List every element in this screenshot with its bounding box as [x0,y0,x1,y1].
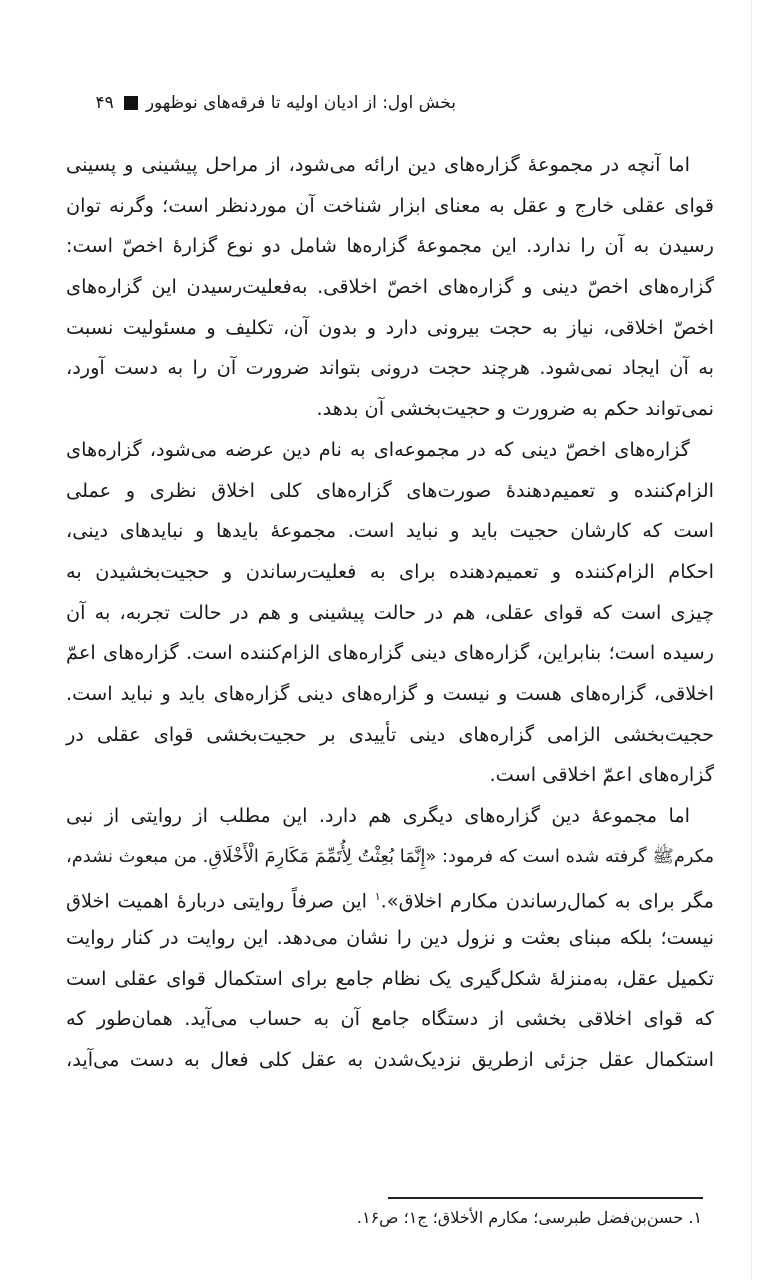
text-line: الزام‌کننده و تعمیم‌دهندۀ صورت‌های گزاره‌های کلی اخلاق نظری و عملی [66,478,714,502]
footnote [330,1208,702,1227]
text-line: گزاره‌های اعمّ اخلاقی است. [489,763,714,787]
text-line: گزاره‌های اخصّ دینی و گزاره‌های اخصّ اخلاقی. به‌فعلیت‌رسیدن این گزاره‌های [66,275,714,299]
text-segment: مگر برای به کمال‌رساندن مکارم اخلاق». [380,889,714,913]
footnote-text: حسن‌بن‌فضل طبرسی؛ مکارم الأخلاق؛ ج۱؛ ص۱۶. [356,1208,684,1227]
text-line: استکمال عقل جزئی ازطریق نزدیک‌شدن به عقل کلی فعال به دست می‌آید، [66,1048,714,1072]
text-line: گزاره‌های اخصّ دینی که در مجموعه‌ای به نام دین عرضه می‌شود، گزاره‌های [66,437,690,461]
text-segment: این صرفاً روایتی دربارۀ اهمیت اخلاق [66,889,368,913]
text-line: که قوای اخلاقی بخشی از دستگاه جامع آن به حساب می‌آید. همان‌طور که [66,1007,714,1031]
black-square-icon [124,96,138,110]
text-line: رسیده است؛ بنابراین، گزاره‌های دینی گزاره‌های الزام‌کننده است. گزاره‌های اعمّ [66,641,714,665]
page-number: ۴۹ [95,93,114,113]
text-line: مکرمﷺ گرفته شده است که فرمود: «إِنَّمَا بُعِثْتُ لِأُتَمِّمَ مَكَارِمَ الْأَخْلَاقِ. من مبعوث نشدم، [66,845,714,867]
running-header [88,88,456,118]
text-line: اما آنچه در مجموعۀ گزاره‌های دین ارائه می‌شود، از مراحل پیشینی و پسینی [66,153,690,176]
text-line: قوای عقلی خارج و عقل به معنای ابزار شناخت آن موردنظر است؛ وگرنه توان [66,193,714,217]
text-line: رسیدن به آن را ندارد. این مجموعۀ گزاره‌ها شامل دو نوع گزارۀ اخصّ است: [66,234,714,258]
text-line: تکمیل عقل، به‌منزلۀ شکل‌گیری یک نظام جامع برای استکمال قوای عقلی است [66,966,714,990]
text-line: اما مجموعۀ دین گزاره‌های دیگری هم دارد. این مطلب از روایتی از نبی [66,804,690,827]
text-line: نیست؛ بلکه مبنای بعثت و نزول دین را نشان می‌دهد. این روایت در کنار روایت [66,926,714,950]
body-text [66,145,714,1081]
footnote-reference[interactable]: ۱ [374,890,381,904]
text-line: اخلاقی، گزاره‌های هست و نیست و گزاره‌های دینی گزاره‌های باید و نباید است. [66,681,714,705]
text-line [66,877,714,918]
text-line: حجیت‌بخشی الزامی گزاره‌های دینی تأییدی بر حجیت‌بخشی قوای عقلی در [66,722,714,746]
footnote-divider [388,1197,703,1199]
text-line: چیزی است که قوای عقلی، هم در حالت پیشینی و هم در حالت تجربه، به آن [66,600,714,624]
text-line: است که کارشان حجیت باید و نباید است. مجموعۀ بایدها و نبایدهای دینی، [66,519,714,543]
header-title: بخش اول: از ادیان اولیه تا فرقه‌های نوظهور [145,93,456,113]
text-line: نمی‌تواند حکم به ضرورت و حجیت‌بخشی آن بدهد. [316,397,714,421]
text-line: به آن ایجاد نمی‌شود. هرچند حجت درونی بتواند ضرورت آن را به دست آورد، [66,356,714,380]
page-edge [751,0,752,1280]
footnote-number: ۱. [688,1208,702,1227]
text-line: احکام الزام‌کننده و تعمیم‌دهنده برای به فعلیت‌رساندن و حجیت‌بخشیدن به [66,559,714,583]
text-line: اخصّ اخلاقی، نیاز به حجت بیرونی دارد و بدون آن، تکلیف و مسئولیت نسبت [66,315,714,339]
